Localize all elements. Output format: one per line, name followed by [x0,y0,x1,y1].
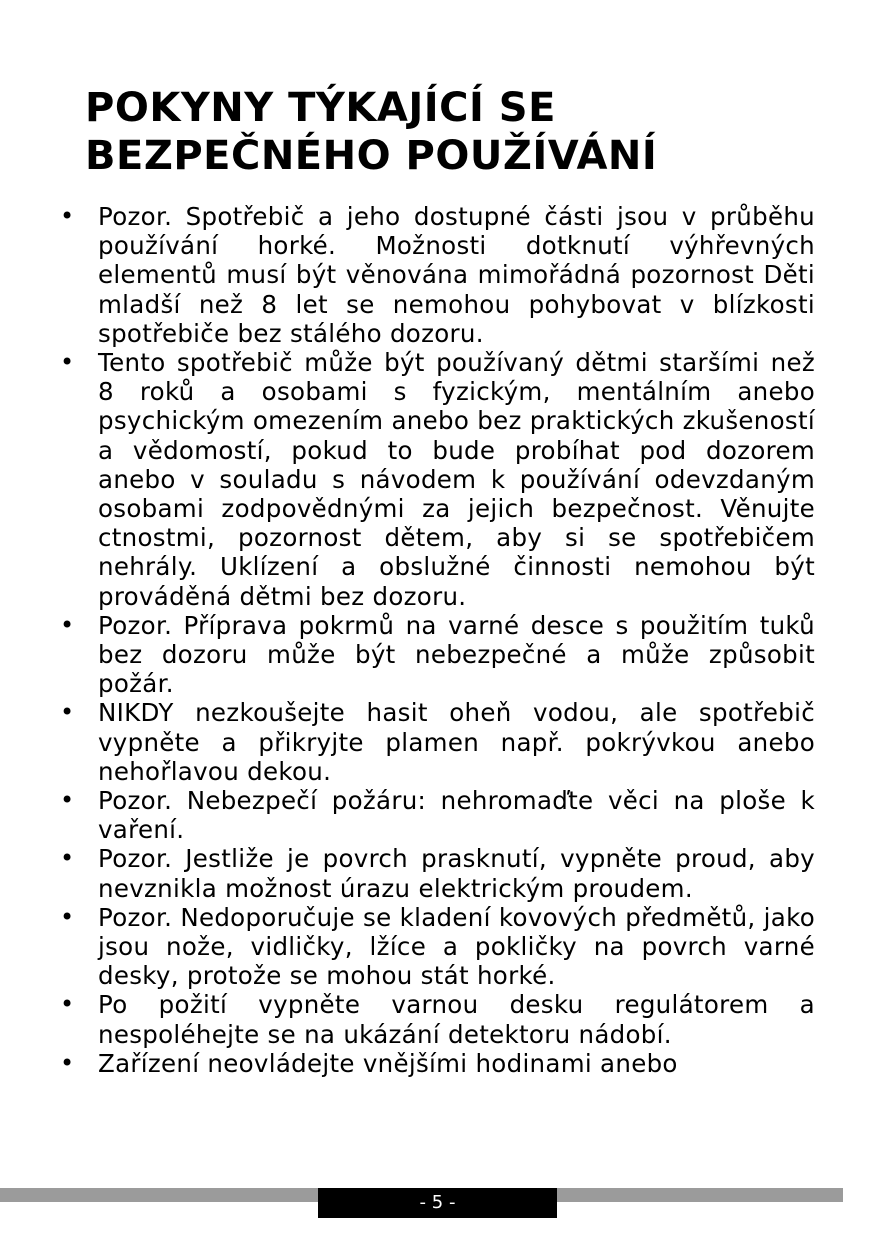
list-item-text: Pozor. Nebezpečí požáru: nehromaďte věci na ploše k vaření. [98,786,815,845]
page-number: - 5 - [419,1192,456,1213]
bullet-icon: • [60,844,75,873]
bullet-icon: • [60,1048,75,1077]
bullet-icon: • [60,202,75,230]
list-item-text: Pozor. Spotřebič a jeho dostupné části jsou v průběhu používání horké. Možnosti dotknutí výhřevných elementů musí být věnována mimořádná pozornost Děti mladší než 8 let se nemohou pohybovat v blízkosti spotřebiče bez stálého dozoru. [98,202,815,348]
page-title [85,84,805,180]
list-item [58,611,815,699]
list-item [58,348,815,611]
list-item [58,202,815,348]
list-item [58,1049,815,1078]
bullet-icon: • [60,610,75,639]
list-item [58,698,815,786]
list-item-text: Pozor. Příprava pokrmů na varné desce s použitím tuků bez dozoru může být nebezpečné a může způsobit požár. [98,610,815,699]
title-line-2: BEZPEČNÉHO POUŽÍVÁNÍ [85,133,658,179]
page-number-box [318,1188,557,1218]
bullet-icon: • [60,348,75,377]
list-item-text: Tento spotřebič může být používaný dětmi staršími než 8 roků a osobami s fyzickým, mentálním anebo psychickým omezením anebo bez praktických zkušeností a vědomostí, pokud to bude probíhat pod dozorem anebo v souladu s návodem k používání odevzdaným osobami zodpovědnými za jejich bezpečnost. Věnujte ctnostmi, pozornost dětem, aby si se spotřebičem nehrály. Uklízení a obslužné činnosti nemohou být prováděná dětmi bez dozoru. [98,348,815,611]
list-item-text: Zařízení neovládejte vnějšími hodinami anebo [98,1048,678,1078]
list-item [58,903,815,991]
bullet-icon: • [60,786,75,815]
list-item-text: NIKDY nezkoušejte hasit oheň vodou, ale spotřebič vypněte a přikryjte plamen např. pokrývkou anebo nehořlavou dekou. [98,698,815,786]
list-item [58,844,815,902]
title-line-1: POKYNY TÝKAJÍCÍ SE [85,85,556,131]
bullet-icon: • [60,902,75,931]
bullet-icon: • [60,990,75,1019]
list-item-text: Po požití vypněte varnou desku regulátorem a nespoléhejte se na ukázání detektoru nádobí. [98,990,815,1049]
safety-instructions-list [58,202,815,1078]
list-item [58,990,815,1048]
list-item-text: Pozor. Nedoporučuje se kladení kovových předmětů, jako jsou nože, vidličky, lžíce a pokličky na povrch varné desky, protože se mohou stát horké. [98,902,815,991]
bullet-icon: • [60,698,75,727]
list-item-text: Pozor. Jestliže je povrch prasknutí, vypněte proud, aby nevznikla možnost úrazu elektrickým proudem. [98,844,815,903]
list-item [58,786,815,844]
